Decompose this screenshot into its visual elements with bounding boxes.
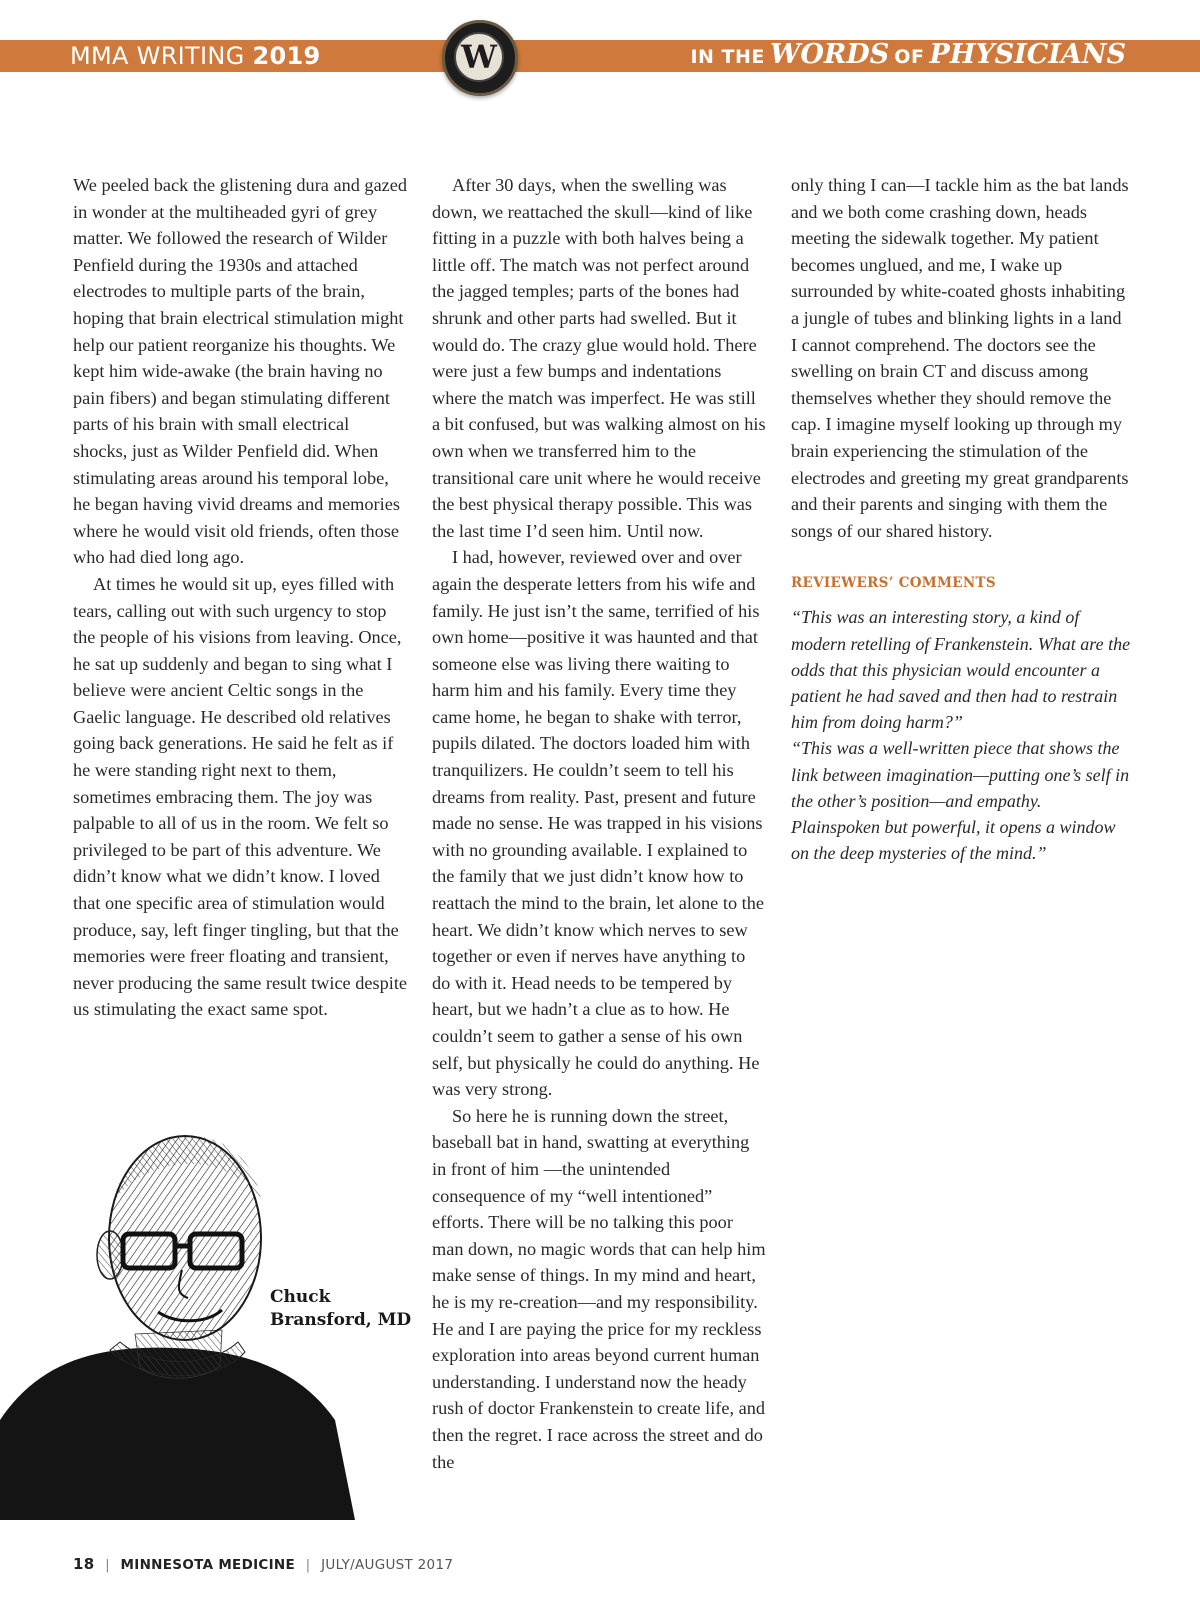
series-title-prefix: MMA WRITING [70,42,245,70]
paragraph: At times he would sit up, eyes filled with tears, calling out with such urgency to stop the people of his visions from leaving. Once, he sat up suddenly and began to sing what I believe were ancient Celtic songs in the Gaelic language. He described old relatives going back generations. He said he felt as if he were standing right next to them, sometimes embracing them. The joy was palpable to all of us in the room. We felt so privileged to be part of this adventure. We didn’t know what we didn’t know. I loved that one specific area of stimulation would produce, say, left finger tingling, but that the memories were freer floating and transient, never producing the same result twice despite us stimulating the exact same spot. [73,573,408,1020]
article-column-1 [73,172,408,1023]
paragraph: only thing I can—I tackle him as the bat lands and we both come crashing down, heads meeting the sidewalk together. My patient becomes unglued, and me, I wake up surrounded by white-coated ghosts inhabiting a jungle of tubes and blinking lights in a land I cannot comprehend. The doctors see the swelling on brain CT and discuss among themselves whether they should remove the cap. I imagine myself looking up through my brain experiencing the stimulation of the electrodes and greeting my great grandparents and their parents and singing with them the songs of our shared history. [791,175,1129,541]
section-title-in-the: IN THE [690,46,765,68]
reviewer-quote: “This was an interesting story, a kind of modern retelling of Frankenstein. What are the odds that this physician would encounter a patient he had saved and then had to restrain him from doing harm?” [791,607,1131,733]
paragraph: After 30 days, when the swelling was down, we reattached the skull—kind of like fitting in a puzzle with both halves being a little off. The match was not perfect around the jagged temples; parts of the bones had shrunk and other parts had swelled. But it would do. The crazy glue would hold. There were just a few bumps and indentations where the match was imperfect. He was still a bit confused, but was walking almost on his own when we transferred him to the transitional care unit where he would receive the best physical therapy possible. This was the last time I’d seen him. Until now. [432,175,766,541]
emblem-letter: W [454,32,504,82]
paragraph: We peeled back the glistening dura and gazed in wonder at the multiheaded gyri of grey matter. We followed the research of Wilder Penfield during the 1930s and attached electrodes to multiple parts of the brain, hoping that brain electrical stimulation might help our patient reorganize his thoughts. We kept him wide-awake (the brain having no pain fibers) and began stimulating different parts of his brain with small electrical shocks, just as Wilder Penfield did. When stimulating areas around his temporal lobe, he began having vivid dreams and memories where he would visit old friends, often those who had died long ago. [73,175,408,568]
section-title-of: OF [894,46,925,68]
footer-divider: | [105,1557,110,1573]
issue-date: JULY/AUGUST 2017 [321,1557,454,1573]
author-byline [270,1286,411,1332]
publication-name: MINNESOTA MEDICINE [120,1557,296,1573]
page-number: 18 [73,1555,95,1573]
paragraph: So here he is running down the street, baseball bat in hand, swatting at everything in front of him —the unintended consequence of my “well intentioned” efforts. There will be no talking this poor man down, no magic words that can help him make sense of things. In my mind and heart, he is my re-creation—and my responsibility. He and I are paying the price for my reckless exploration into areas beyond current human understanding. I understand now the heady rush of doctor Frankenstein to create life, and then the regret. I race across the street and do the [432,1105,766,1472]
section-title-words: WORDS [770,39,890,70]
article-column-2 [432,172,767,1475]
page-footer [73,1555,453,1573]
reviewer-quote: “This was a well-written piece that shows the link between imagination—putting one’s self in the other’s position—and empathy. Plainspoken but powerful, it opens a window on the deep mysteries of the mind.” [791,738,1130,864]
series-title [70,42,320,70]
series-year: 2019 [252,42,321,70]
section-title-physicians: PHYSICIANS [929,39,1126,70]
typewriter-key-emblem-icon [442,20,518,96]
paragraph: I had, however, reviewed over and over again the desperate letters from his wife and family. He just isn’t the same, terrified of his own home—positive it was haunted and that someone else was living there waiting to harm him and his family. Every time they came home, he began to shake with terror, pupils dilated. The doctors loaded him with tranquilizers. He couldn’t seem to tell his dreams from reality. Past, present and future made no sense. He was trapped in his visions with no grounding available. I explained to the family that we just didn’t know how to reattach the mind to the brain, let alone to the heart. We didn’t know which nerves to sew together or even if nerves have anything to do with it. Head needs to be tempered by heart, but we hadn’t a clue as to how. He couldn’t seem to gather a sense of his own self, but physically he could do anything. He was very strong. [432,547,764,1100]
reviewers-comments-heading: REVIEWERS’ COMMENTS [791,575,996,592]
section-title [690,40,1126,73]
header-banner [0,40,1200,72]
footer-divider: | [305,1557,311,1573]
author-last-name: Bransford, MD [270,1310,412,1330]
author-first-name: Chuck [270,1287,331,1307]
article-column-3 [791,172,1131,866]
